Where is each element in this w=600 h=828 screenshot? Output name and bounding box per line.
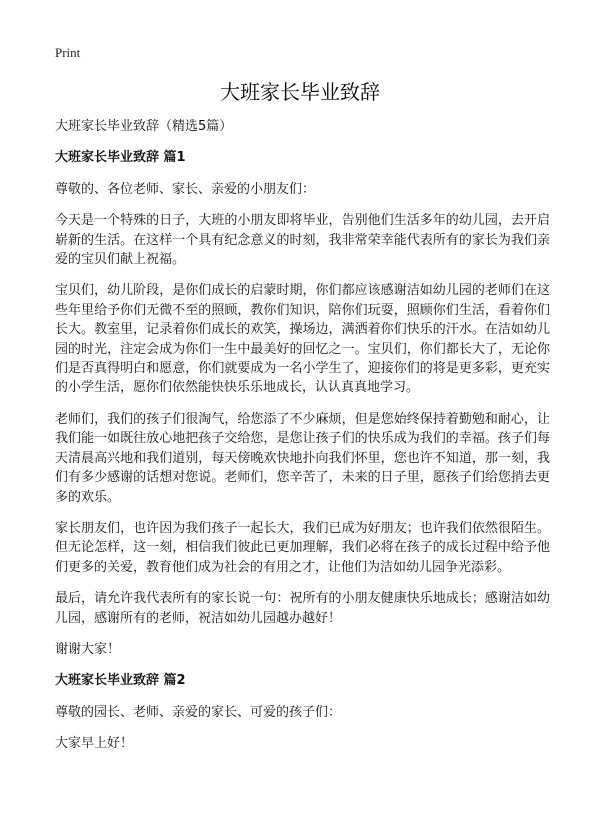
page-title: 大班家长毕业致辞 — [220, 80, 380, 104]
paragraph: 宝贝们，幼儿阶段，是你们成长的启蒙时期，你们都应该感谢洁如幼儿园的老师们在这些年里给予你们无微不至的照顾，教你们知识，陪你们玩耍，照顾你们生活，看着你们长大。教室里，记录着你们成长的欢笑，操场边，满洒着你们快乐的汗水。在洁如幼儿园的时光，注定会成为你们一生中最美好的回忆之一。宝贝们，你们都长大了，无论你们是否真得明白和愿意，你们就要成为一名小学生了，迎接你们的将是更多彩，更充实的小学生活，愿你们依然能快快乐乐地成长，认认真真地学习。 — [55, 283, 550, 396]
paragraph: 谢谢大家！ — [55, 641, 121, 657]
paragraph: 今天是一个特殊的日子，大班的小朋友即将毕业，告别他们生活多年的幼儿园，去开启崭新的生活。在这样一个具有纪念意义的时刻，我非常荣幸能代表所有的家长为我们亲爱的宝贝们献上祝福。 — [55, 213, 550, 268]
document-body — [55, 117, 550, 766]
section-1 — [55, 148, 550, 659]
section-heading: 大班家长毕业致辞 篇1 — [55, 150, 186, 166]
section-2 — [55, 671, 550, 753]
paragraph: 最后，请允许我代表所有的家长说一句：祝所有的小朋友健康快乐地成长；感谢洁如幼儿园，感谢所有的老师，祝洁如幼儿园越办越好！ — [55, 591, 550, 626]
print-link[interactable]: Print — [55, 45, 81, 60]
paragraph: 大家早上好！ — [55, 736, 134, 752]
paragraph: 尊敬的、各位老师、家长、亲爱的小朋友们： — [55, 181, 316, 197]
section-heading: 大班家长毕业致辞 篇2 — [55, 673, 186, 689]
paragraph: 尊敬的园长、老师、亲爱的家长、可爱的孩子们： — [55, 704, 342, 720]
document-subtitle: 大班家长毕业致辞（精选5篇） — [55, 119, 233, 134]
paragraph: 家长朋友们，也许因为我们孩子一起长大，我们已成为好朋友；也许我们依然很陌生。但无论怎样，这一刻，相信我们彼此已更加理解，我们必将在孩子的成长过程中给予他们更多的关爱，教育他们成为社会的有用之才，让他们为洁如幼儿园争光添彩。 — [55, 520, 550, 575]
paragraph: 老师们，我们的孩子们很淘气，给您添了不少麻烦，但是您始终保持着勤勉和耐心，让我们能一如既往放心地把孩子交给您，是您让孩子们的快乐成为我们的幸福。孩子们每天清晨高兴地和我们道别，每天傍晚欢快地扑向我们怀里，您也许不知道，那一刻，我们有多少感谢的话想对您说。老师们，您辛苦了，未来的日子里，愿孩子们给您捎去更多的欢乐。 — [55, 411, 550, 505]
